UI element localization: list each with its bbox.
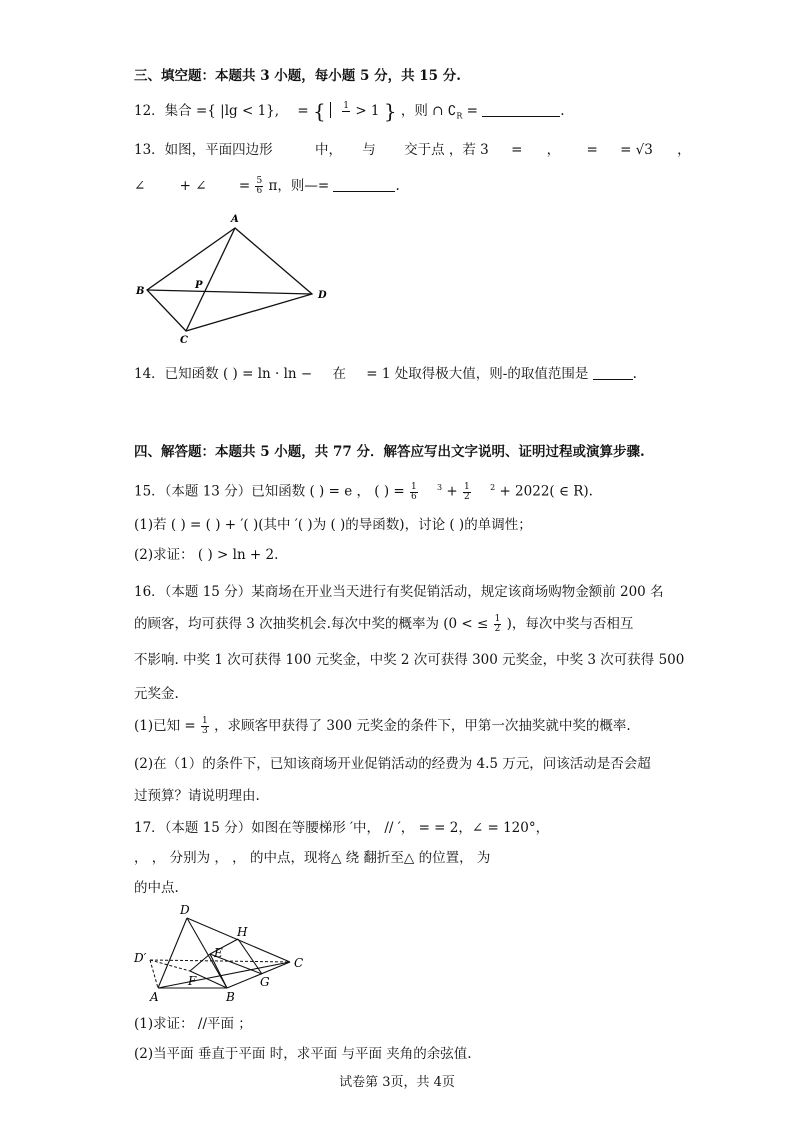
q16-part-2-line-2: 过预算？请说明理由. [134, 788, 260, 804]
q16-line-4: 元奖金. [134, 686, 179, 702]
q13-angle-1: ∠ [134, 178, 146, 194]
q17-line-2: ， ， 分别为 ， ， 的中点，现将△ 绕 翻折至△ 的位置， 为 [134, 850, 491, 866]
diagonal-ac [186, 228, 235, 331]
q12-right-brace: } [383, 99, 397, 123]
q15-part-2: (2)求证： ( ) > ln + 2. [134, 547, 279, 563]
q12-end: . [560, 103, 565, 119]
q16-line-1: 16．（本题 15 分）某商场在开业当天进行有奖促销活动，规定该商场购物金额前 200 名 [134, 584, 664, 600]
q16-line-2-a: 的顾客，均可获得 3 次抽奖机会.每次中奖的概率为 (0 < ≤ [134, 616, 489, 632]
trapezoid-fold-figure [130, 902, 320, 1006]
label-f: F [188, 974, 197, 988]
q12-answer-blank [482, 102, 560, 117]
q14-end: . [632, 366, 637, 382]
q15-text-e: + 2022( ∈ R). [499, 483, 593, 500]
label-h: H [237, 925, 248, 939]
label-e: E [214, 946, 223, 960]
question-14 [134, 364, 637, 384]
q15-fraction-1: $\frac{1}{6}$ [411, 481, 417, 502]
q12-part2: = [297, 103, 309, 119]
quadrilateral-outline [147, 228, 312, 331]
q13-text-h: = [586, 142, 598, 158]
question-12 [134, 101, 565, 127]
q12-part5: = [466, 103, 478, 119]
q13-text-f: = [511, 142, 523, 158]
q13-text-end: π，则—= [268, 178, 330, 194]
q15-text-a: 15．（本题 13 分）已知函数 ( ) = e ， ( ) = [134, 483, 405, 500]
section-3-heading: 三、填空题：本题共 3 小题，每小题 5 分，共 15 分. [134, 68, 461, 84]
q13-text-d: 交于点 [404, 142, 445, 158]
q12-fraction: 1 [343, 101, 350, 111]
q16-line-3: 不影响. 中奖 1 次可获得 100 元奖金，中奖 2 次可获得 300 元奖金，中奖 3 次可获得 500 [134, 652, 685, 668]
diagonal-bd [147, 290, 312, 294]
q13-end: . [395, 178, 400, 194]
page-footer: 试卷第 3页，共 4页 [339, 1075, 455, 1090]
q13-text-a: 13．如图，平面四边形 [134, 142, 273, 158]
question-13-line-2 [134, 176, 400, 196]
q12-part1: ={ |lg < 1}, [195, 103, 280, 119]
q15-part-1: (1)若 ( ) = ( ) + ′( )(其中 ′( )为 ( )的导函数)，讨论 ( )的单调性； [134, 517, 532, 533]
q16-part-1-fraction: $\frac{1}{3}$ [202, 716, 208, 736]
q13-fraction: $\frac{5}{6}$ [256, 176, 263, 196]
q15-fraction-2: $\frac{1}{2}$ [464, 481, 470, 502]
q12-part4: ，则 ∩ ∁ [400, 103, 457, 119]
label-d: D [180, 903, 190, 917]
label-d-prime: D′ [134, 951, 147, 965]
q17-part-2: (2)当平面 垂直于平面 时，求平面 与平面 夹角的余弦值. [134, 1046, 472, 1062]
q16-part-1 [134, 716, 631, 736]
q12-part3: > 1 [355, 103, 380, 119]
label-b: B [226, 990, 235, 1004]
q14-text-c: = 1 处取得极大值，则-的取值范围是 [366, 366, 589, 382]
label-a: A [150, 990, 159, 1004]
q12-left-brace: { [312, 99, 326, 123]
q17-line-3: 的中点. [134, 880, 179, 896]
q12-subscript: R [456, 111, 463, 121]
label-a: A [231, 214, 239, 225]
q16-part-1-a: (1)已知 = [134, 718, 196, 734]
q13-text-b: 中， [314, 142, 342, 158]
label-c: C [294, 956, 304, 970]
label-g: G [260, 975, 270, 989]
q13-answer-blank [333, 177, 395, 192]
q13-text-g: ， [546, 142, 561, 158]
q12-number: 12．集合 [134, 103, 192, 119]
label-d: D [318, 290, 327, 301]
q16-line-2 [134, 614, 633, 634]
q15-plus: + [446, 483, 458, 500]
q16-fraction: $\frac{1}{2}$ [494, 614, 501, 634]
section-4-heading: 四、解答题：本题共 5 小题，共 77 分．解答应写出文字说明、证明过程或演算步骤. [134, 444, 645, 460]
label-p: P [195, 280, 203, 291]
q14-answer-blank [593, 365, 633, 380]
question-15 [134, 478, 593, 502]
q13-text-j: ， [677, 142, 691, 158]
quadrilateral-figure [130, 208, 340, 348]
q17-part-1: (1)求证： //平面 ； [134, 1016, 252, 1032]
label-c: C [180, 335, 188, 346]
q14-text-a: 14．已知函数 ( ) = ln · ln − [134, 366, 313, 382]
q17-line-1: 17．（本题 15 分）如图在等腰梯形 ′中， // ′， = = 2，∠ = 120°， [134, 820, 550, 836]
q16-line-2-b: )，每次中奖与否相互 [506, 616, 634, 632]
question-13-line-1 [134, 140, 691, 160]
q14-text-b: 在 [332, 366, 346, 382]
q13-text-c: 与 [362, 142, 376, 158]
q15-exp-2: 2 [490, 483, 496, 492]
label-b: B [136, 286, 145, 297]
q13-equals: = [238, 178, 251, 194]
q16-part-2-line-1: (2)在（1）的条件下，已知该商场开业促销活动的经费为 4.5 万元，问该活动是否会超 [134, 756, 651, 772]
q13-angle-2: + ∠ [179, 178, 207, 194]
q13-text-e: ，若 3 [448, 142, 489, 158]
q16-part-1-b: ，求顾客甲获得了 300 元奖金的条件下，甲第一次抽奖就中奖的概率. [214, 718, 631, 734]
q13-text-i: = √3 [620, 142, 653, 158]
q15-exp-3: 3 [437, 483, 443, 492]
